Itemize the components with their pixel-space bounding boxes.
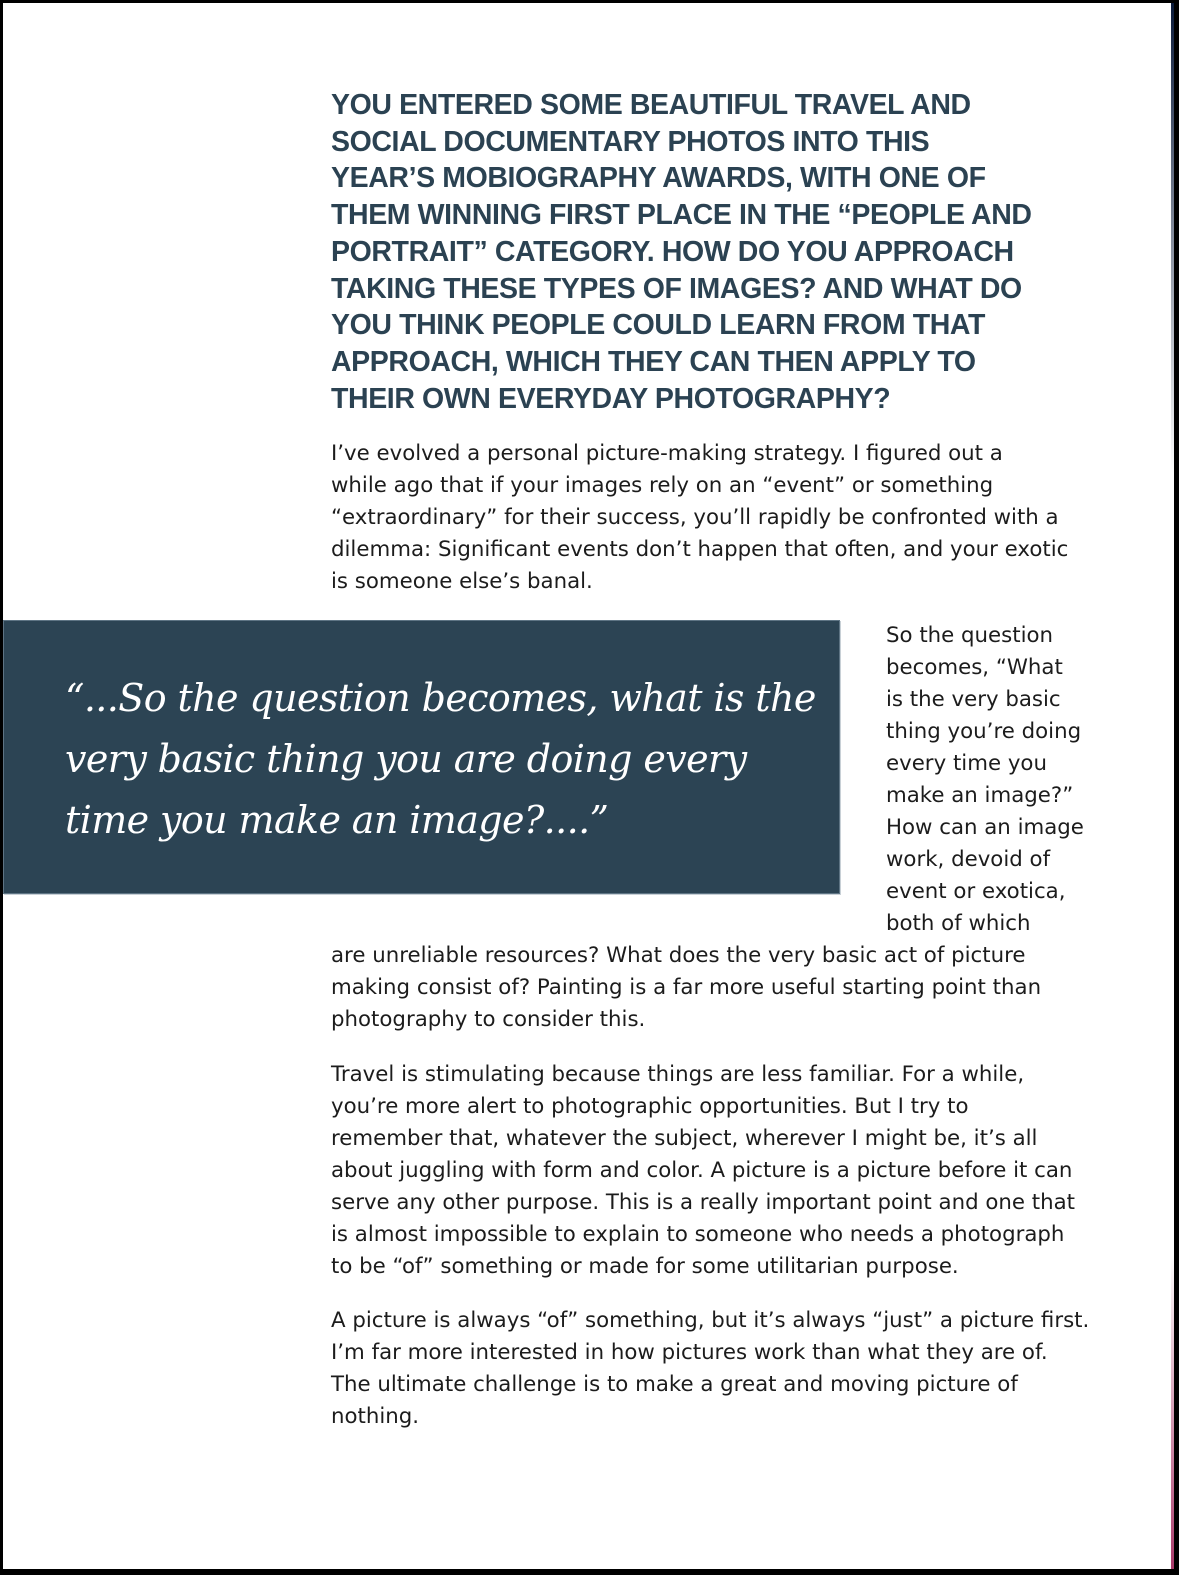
interview-question	[331, 87, 1091, 417]
paragraph-line: is someone else’s banal.	[331, 569, 593, 594]
paragraph-line: How can an image	[886, 815, 1084, 840]
paragraph-line: you’re more alert to photographic opportunities. But I try to	[331, 1094, 969, 1119]
question-line: YOU ENTERED SOME BEAUTIFUL TRAVEL AND	[331, 89, 971, 121]
paragraph-line: is the very basic	[886, 687, 1061, 712]
paragraph-line: are unreliable resources? What does the very basic act of picture	[331, 943, 1026, 968]
pull-quote-box	[3, 620, 840, 894]
paragraph-line: both of which	[886, 911, 1031, 936]
answer-paragraph-4	[331, 1305, 1121, 1433]
page-edge	[1171, 3, 1174, 1569]
paragraph-line: photography to consider this.	[331, 1007, 646, 1032]
answer-paragraph-1	[331, 438, 1121, 598]
paragraph-line: I’m far more interested in how pictures work than what they are of.	[331, 1340, 1048, 1365]
paragraph-line: every time you	[886, 751, 1047, 776]
paragraph-line: event or exotica,	[886, 879, 1066, 904]
paragraph-line: making consist of? Painting is a far more useful starting point than	[331, 975, 1042, 1000]
pull-quote-line: “...So the question becomes, what is the	[65, 676, 816, 720]
paragraph-line: Travel is stimulating because things are less familiar. For a while,	[331, 1062, 1025, 1087]
paragraph-line: thing you’re doing	[886, 719, 1082, 744]
paragraph-line: make an image?”	[886, 783, 1074, 808]
paragraph-line: “extraordinary” for their success, you’ll rapidly be confronted with a	[331, 505, 1059, 530]
paragraph-line: serve any other purpose. This is a really important point and one that	[331, 1190, 1076, 1215]
paragraph-line: dilemma: Significant events don’t happen that often, and your exotic	[331, 537, 1069, 562]
question-line: YOU THINK PEOPLE COULD LEARN FROM THAT	[331, 309, 986, 342]
paragraph-line: A picture is always “of” something, but it’s always “just” a picture first.	[331, 1308, 1090, 1333]
paragraph-line: nothing.	[331, 1404, 420, 1429]
question-line: THEM WINNING FIRST PLACE IN THE “PEOPLE AND	[331, 199, 1032, 232]
paragraph-line: to be “of” something or made for some utilitarian purpose.	[331, 1254, 959, 1279]
question-line: PORTRAIT” CATEGORY. HOW DO YOU APPROACH	[331, 235, 1014, 268]
paragraph-line: I’ve evolved a personal picture-making strategy. I figured out a	[331, 441, 1003, 466]
paragraph-line: while ago that if your images rely on an “event” or something	[331, 473, 994, 498]
paragraph-line: becomes, “What	[886, 655, 1063, 680]
pull-quote-line: time you make an image?....”	[65, 798, 609, 842]
paragraph-line: work, devoid of	[886, 847, 1051, 872]
paragraph-line: The ultimate challenge is to make a great and moving picture of	[331, 1372, 1018, 1397]
answer-paragraph-2-continued	[331, 940, 1121, 1036]
paragraph-line: So the question	[886, 623, 1054, 648]
paragraph-line: remember that, whatever the subject, wherever I might be, it’s all	[331, 1126, 1038, 1151]
answer-paragraph-2-side	[886, 620, 1116, 940]
question-line: SOCIAL DOCUMENTARY PHOTOS INTO THIS	[331, 125, 930, 158]
paragraph-line: is almost impossible to explain to someone who needs a photograph	[331, 1222, 1065, 1247]
question-line: APPROACH, WHICH THEY CAN THEN APPLY TO	[331, 345, 976, 378]
question-line: THEIR OWN EVERYDAY PHOTOGRAPHY?	[331, 382, 891, 415]
magazine-page	[3, 3, 1174, 1569]
question-line: TAKING THESE TYPES OF IMAGES? AND WHAT DO	[331, 272, 1022, 305]
answer-paragraph-3	[331, 1059, 1121, 1283]
paragraph-line: about juggling with form and color. A picture is a picture before it can	[331, 1158, 1073, 1183]
pull-quote-text	[65, 668, 815, 851]
pull-quote-line: very basic thing you are doing every	[65, 737, 747, 781]
question-line: YEAR’S MOBIOGRAPHY AWARDS, WITH ONE OF	[331, 162, 986, 195]
